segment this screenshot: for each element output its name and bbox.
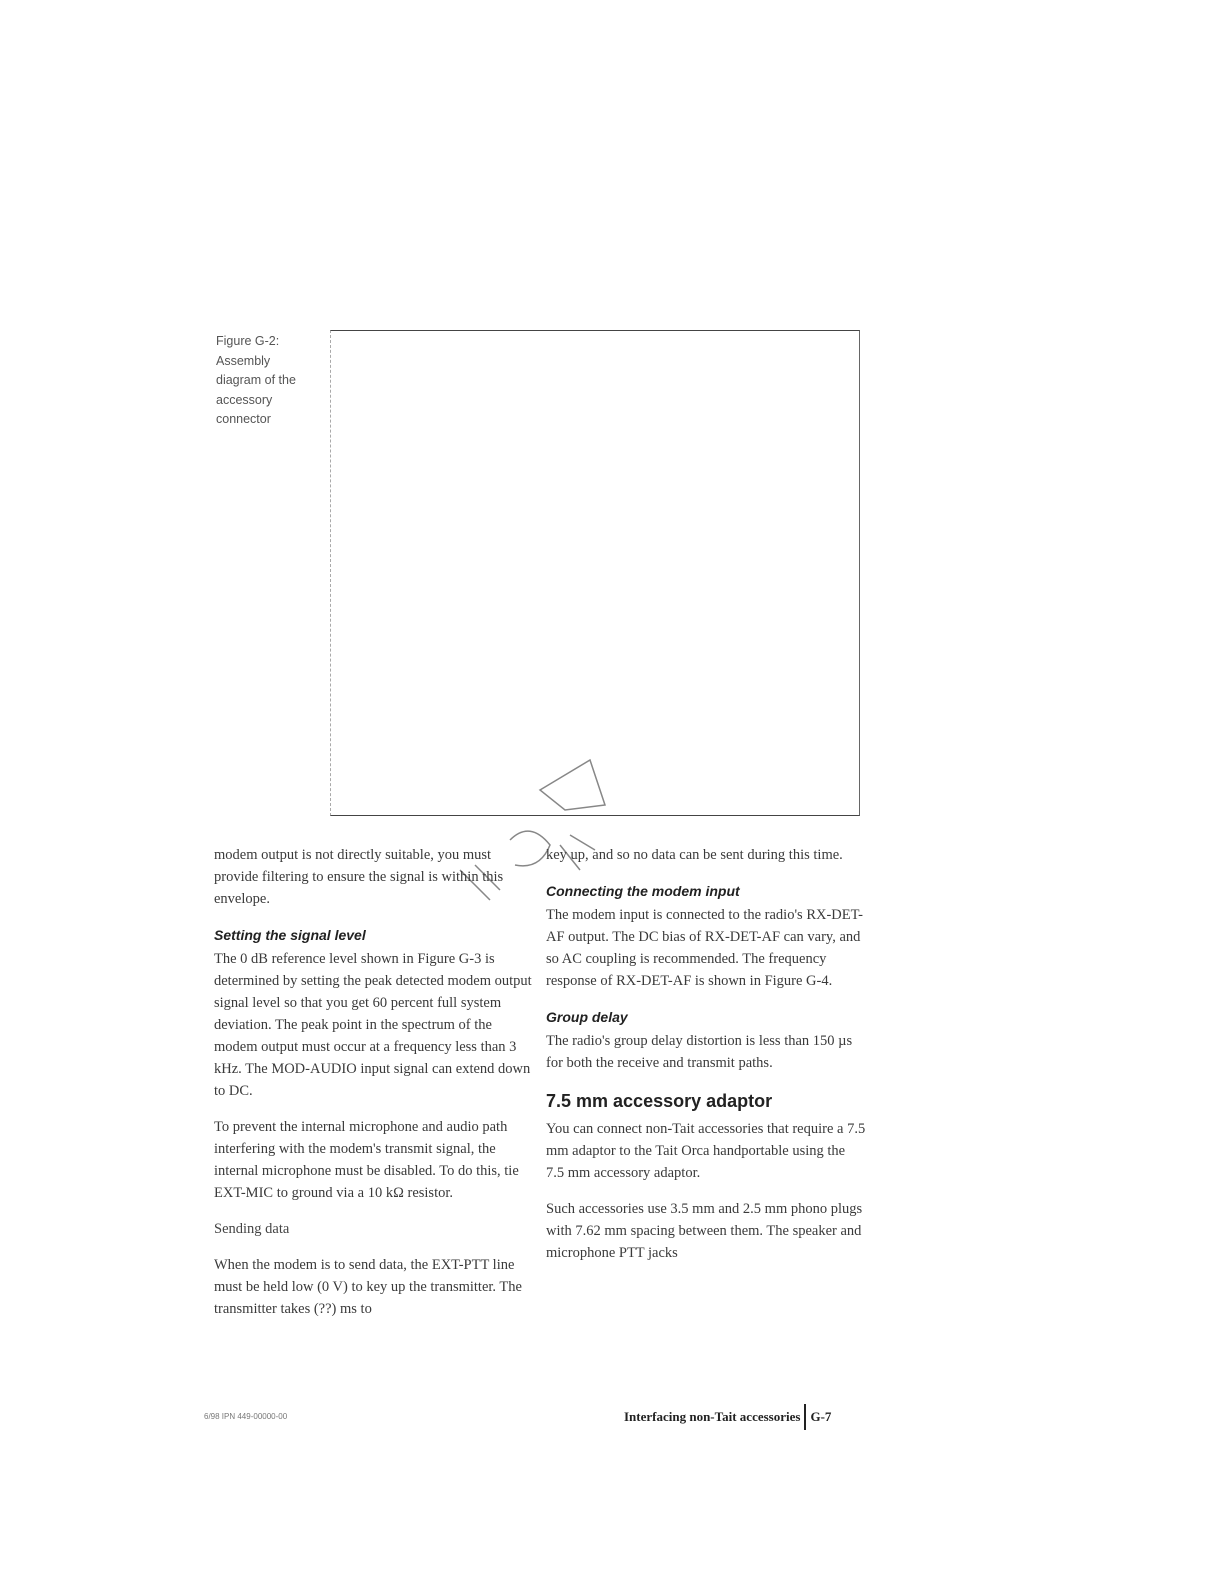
left-column [214,844,534,1334]
prevent-paragraph: To prevent the internal microphone and audio path interfering with the modem's transmit signal, the internal microphone must be disabled. To do this, tie EXT-MIC to ground via a 10 kΩ resistor. [214,1119,519,1201]
modem-input-paragraph: The modem input is connected to the radio's RX-DET-AF output. The DC bias of RX-DET-AF can vary, and so AC coupling is recommended. The frequency response of RX-DET-AF is shown in Figure G-4. [546,907,863,989]
adaptor-heading: 7.5 mm accessory adaptor [546,1091,773,1111]
modem-input-heading: Connecting the modem input [546,883,740,899]
figure-caption: Figure G-2: Assembly diagram of the accessory connector [216,334,296,426]
sending-data-heading: Sending data [214,1221,290,1237]
group-delay-paragraph: The radio's group delay distortion is less than 150 µs for both the receive and transmit paths. [546,1033,853,1071]
group-delay-heading: Group delay [546,1009,628,1025]
doc-code: 6/98 IPN 449-00000-00 [204,1412,288,1421]
section-title: Interfacing non-Tait accessories [624,1409,801,1424]
left-intro-paragraph: modem output is not directly suitable, you must provide filtering to ensure the signal is within this envelope. [214,847,504,907]
signal-level-paragraph: The 0 dB reference level shown in Figure G-3 is determined by setting the peak detected modem output signal level so that you get 60 percent full system deviation. The peak point in the spectrum of the modem output must occur at a frequency less than 3 kHz. The MOD-AUDIO input signal can extend down to DC. [214,951,532,1099]
page-footer [624,1404,831,1430]
signal-level-heading: Setting the signal level [214,927,366,943]
right-column [546,844,866,1278]
sending-data-paragraph: When the modem is to send data, the EXT-PTT line must be held low (0 V) to key up the transmitter. The transmitter takes (??) ms to [214,1257,522,1317]
figure-frame [330,330,860,816]
right-intro-paragraph: key up, and so no data can be sent during this time. [546,847,843,863]
page-number: G-7 [810,1409,832,1424]
adaptor-paragraph: You can connect non-Tait accessories that require a 7.5 mm adaptor to the Tait Orca handportable using the 7.5 mm accessory adaptor. [546,1121,866,1181]
such-accessories-paragraph: Such accessories use 3.5 mm and 2.5 mm phono plugs with 7.62 mm spacing between them. The speaker and microphone PTT jacks [546,1201,863,1261]
footer-divider [804,1404,806,1430]
